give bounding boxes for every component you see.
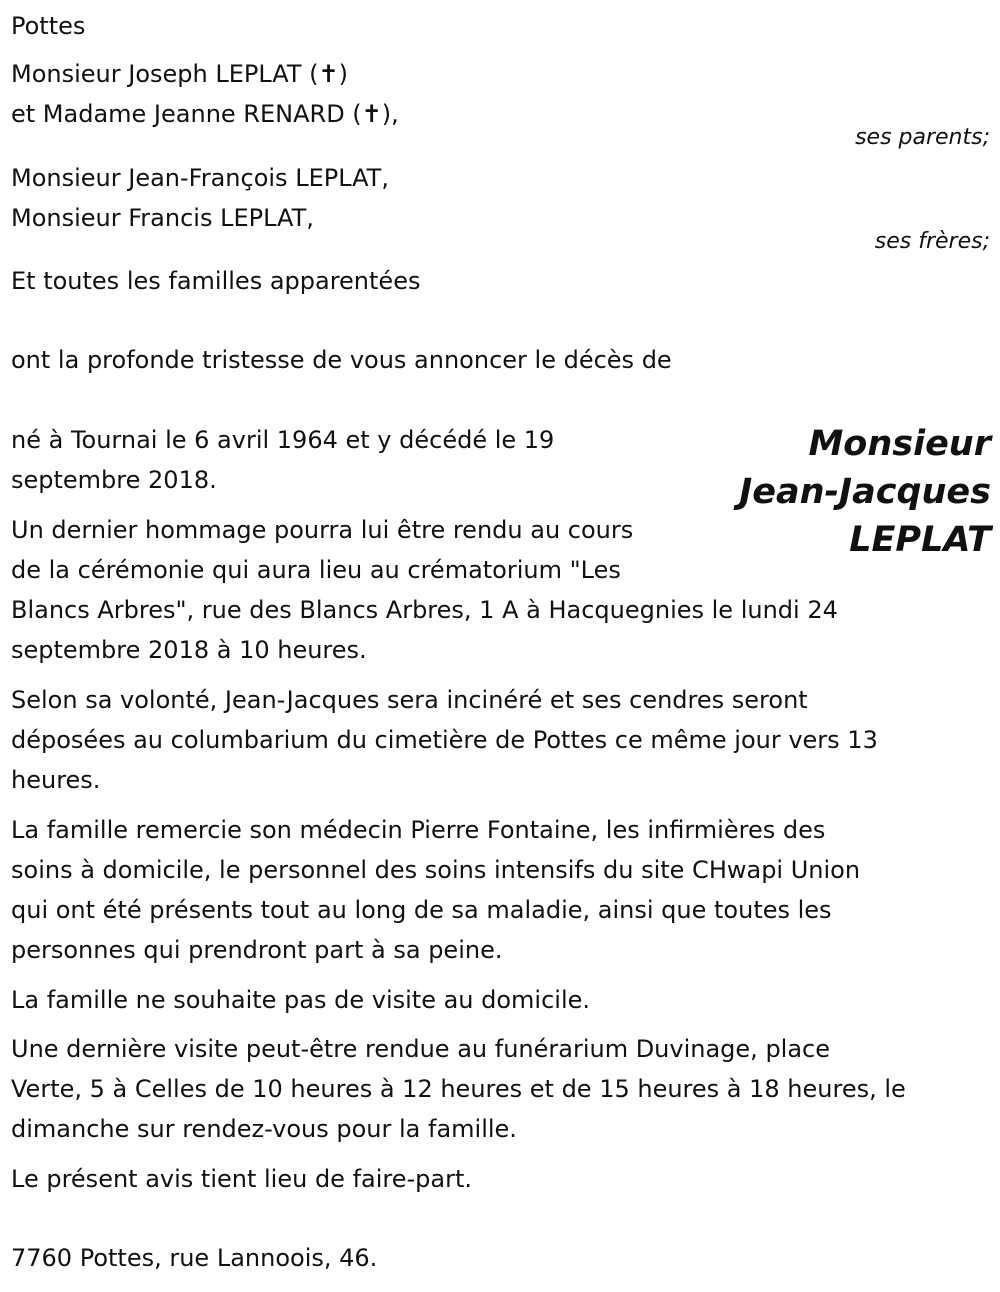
place-heading: Pottes	[11, 12, 86, 40]
thanks-line-3: qui ont été présents tout au long de sa maladie, ainsi que toutes les	[11, 896, 832, 924]
deceased-name	[739, 420, 991, 564]
last-visit-line-2: Verte, 5 à Celles de 10 heures à 12 heures et de 15 heures à 18 heures, le	[11, 1075, 906, 1103]
thanks-line-2: soins à domicile, le personnel des soins intensifs du site CHwapi Union	[11, 856, 861, 884]
address-line: 7760 Pottes, rue Lannoois, 46.	[11, 1244, 378, 1272]
notice-line: Le présent avis tient lieu de faire-part.	[11, 1165, 473, 1193]
announcement-line: ont la profonde tristesse de vous annoncer le décès de	[11, 346, 672, 374]
no-visit-line: La famille ne souhaite pas de visite au domicile.	[11, 986, 591, 1014]
birth-line-2: septembre 2018.	[11, 466, 217, 494]
parent-father: Monsieur Joseph LEPLAT (✝)	[11, 60, 348, 88]
wishes-line-3: heures.	[11, 766, 101, 794]
wishes-line-1: Selon sa volonté, Jean-Jacques sera incinéré et ses cendres seront	[11, 686, 808, 714]
thanks-line-4: personnes qui prendront part à sa peine.	[11, 936, 503, 964]
ceremony-line-4: septembre 2018 à 10 heures.	[11, 636, 367, 664]
brothers-role: ses frères;	[874, 229, 990, 254]
wishes-line-2: déposées au columbarium du cimetière de Pottes ce même jour vers 13	[11, 726, 878, 754]
ceremony-line-3: Blancs Arbres", rue des Blancs Arbres, 1 A à Hacquegnies le lundi 24	[11, 596, 838, 624]
ceremony-line-1: Un dernier hommage pourra lui être rendu au cours	[11, 516, 634, 544]
last-visit-line-1: Une dernière visite peut-être rendue au funérarium Duvinage, place	[11, 1035, 831, 1063]
deceased-last-name: LEPLAT	[849, 520, 991, 560]
deceased-first-name: Jean-Jacques	[739, 472, 991, 512]
brother-1: Monsieur Jean-François LEPLAT,	[11, 164, 389, 192]
deceased-title: Monsieur	[808, 424, 991, 464]
brother-2: Monsieur Francis LEPLAT,	[11, 204, 314, 232]
thanks-line-1: La famille remercie son médecin Pierre Fontaine, les infirmières des	[11, 816, 826, 844]
birth-line-1: né à Tournai le 6 avril 1964 et y décédé le 19	[11, 426, 555, 454]
ceremony-line-2: de la cérémonie qui aura lieu au crématorium "Les	[11, 556, 621, 584]
parents-role: ses parents;	[855, 125, 990, 150]
families-line: Et toutes les familles apparentées	[11, 267, 421, 295]
parent-mother: et Madame Jeanne RENARD (✝),	[11, 100, 399, 128]
last-visit-line-3: dimanche sur rendez-vous pour la famille.	[11, 1115, 517, 1143]
